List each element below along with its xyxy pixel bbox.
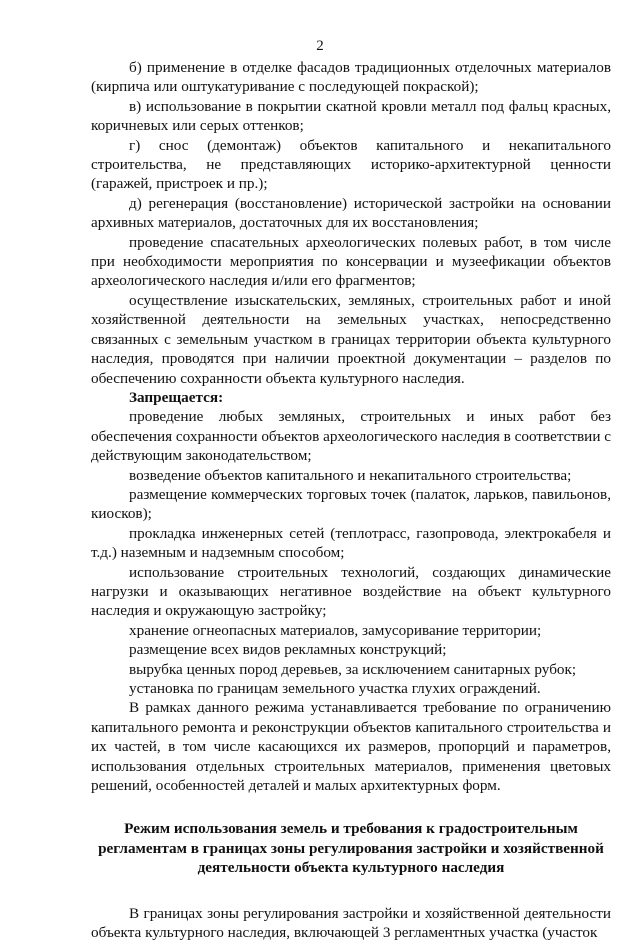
paragraph-archaeology-rescue: проведение спасательных археологических полевых работ, в том числе при необходимости мероприятия по консервации и музеефикации объектов археологического наследия и/или его фрагментов; xyxy=(91,233,611,290)
paragraph-zone-regulation: В границах зоны регулирования застройки и хозяйственной деятельности объекта культурного наследия, включающей 3 регламентных участка (участок xyxy=(91,904,611,942)
prohibited-item-dynamic-loads: использование строительных технологий, создающих динамические нагрузки и оказывающих негативное воздействие на объект культурного наследия и окружающую застройку; xyxy=(91,563,611,620)
paragraph-demolition: г) снос (демонтаж) объектов капитального и некапитального строительства, не представляющих историко-архитектурной ценности (гаражей, пристроек и пр.); xyxy=(91,136,611,193)
prohibited-item-flammables: хранение огнеопасных материалов, замусоривание территории; xyxy=(129,621,542,639)
paragraph-facade-materials: б) применение в отделке фасадов традиционных отделочных материалов (кирпича или оштукатуривание с последующей покраской); xyxy=(91,59,611,96)
prohibited-item-advertising: размещение всех видов рекламных конструкций; xyxy=(129,641,447,659)
paragraph-roof-covering: в) использование в покрытии скатной кровли металл под фальц красных, коричневых или серых оттенков; xyxy=(91,97,611,135)
paragraph-regeneration: д) регенерация (восстановление) исторической застройки на основании архивных материалов, достаточных для их восстановления; xyxy=(91,194,611,232)
prohibited-item-construction: возведение объектов капитального и некапитального строительства; xyxy=(129,466,572,484)
prohibited-item-utility-networks: прокладка инженерных сетей (теплотрасс, газопровода, электрокабеля и т.д.) наземным и надземным способом; xyxy=(91,524,611,562)
spacer xyxy=(91,878,611,904)
prohibited-item-kiosks: размещение коммерческих торговых точек (палаток, ларьков, павильонов, киосков); xyxy=(91,485,611,523)
document-body xyxy=(91,58,611,942)
prohibited-item-solid-fences: установка по границам земельного участка глухих ограждений. xyxy=(129,680,541,697)
paragraph-survey-works: осуществление изыскательских, земляных, строительных работ и иной хозяйственной деятельности на земельных участках, непосредственно связанных с земельным участком в границах территории объекта культурного наследия, проводятся при наличии проектной документации – разделов по обеспечению сохранности объекта культурного наследия. xyxy=(91,291,611,387)
prohibited-item-earthworks: проведение любых земляных, строительных и иных работ без обеспечения сохранности объектов археологического наследия в соответствии с действующим законодательством; xyxy=(91,408,611,465)
section-heading: Режим использования земель и требования к градостроительным регламентам в границах зоны регулирования застройки и хозяйственной деятельности объекта культурного наследия xyxy=(98,820,604,877)
prohibited-item-tree-felling: вырубка ценных пород деревьев, за исключением санитарных рубок; xyxy=(129,660,577,678)
paragraph-regime-restrictions: В рамках данного режима устанавливается требование по ограничению капитального ремонта и реконструкции объектов капитального строительства и их частей, в том числе касающихся их размеров, пропорций и параметров, использования отдельных строительных материалов, применения цветовых решений, особенностей деталей и малых архитектурных форм. xyxy=(91,699,611,795)
page-number: 2 xyxy=(316,38,324,54)
prohibited-heading: Запрещается: xyxy=(129,388,224,406)
